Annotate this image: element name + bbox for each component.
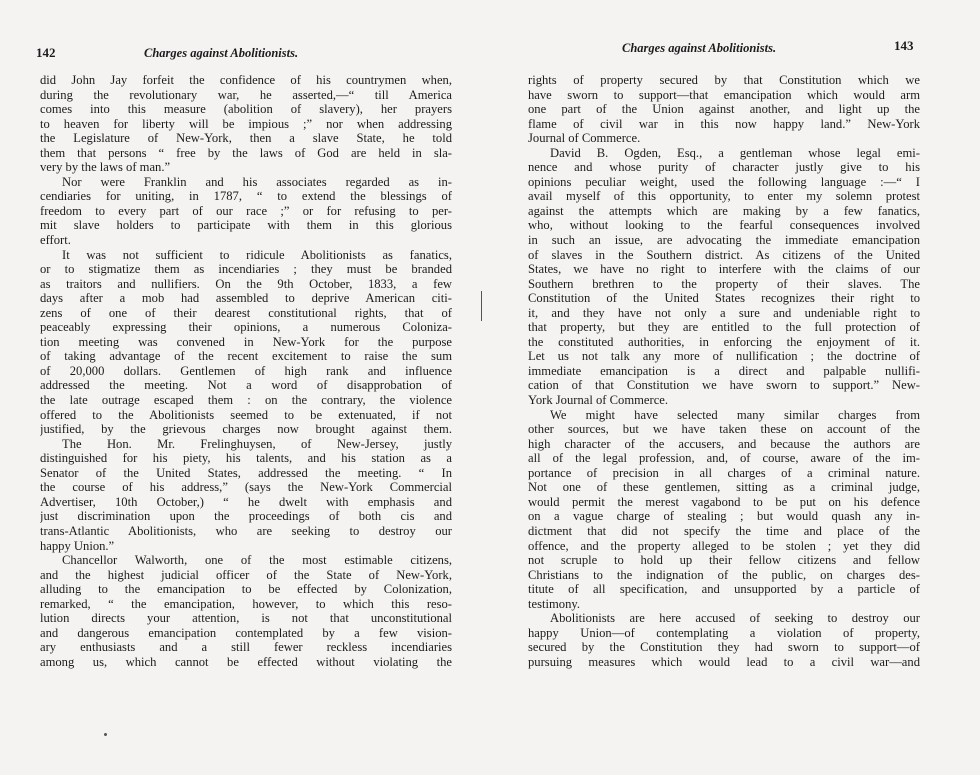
text-line: Nor were Franklin and his associates regarded as in- bbox=[62, 174, 452, 189]
text-line: David B. Ogden, Esq., a gentleman whose legal emi- bbox=[550, 145, 920, 160]
scan-speck bbox=[104, 733, 107, 736]
text-line: flame of civil war in this now happy land.” New-York bbox=[528, 116, 920, 131]
text-line: trans-Atlantic Abolitionists, who are seeking to destroy our bbox=[40, 523, 452, 538]
text-line: in such an issue, are advocating the immediate emancipation bbox=[528, 233, 920, 248]
text-line: peaceably expressing their opinions, a numerous Coloniza- bbox=[40, 320, 452, 335]
text-line: as traitors and nullifiers. On the 9th October, 1833, a few bbox=[40, 276, 452, 291]
text-line: Southern brethren to the property of their slaves. The bbox=[528, 276, 920, 291]
text-line: the constituted authorities, in enforcing the enjoyment of it. bbox=[528, 334, 920, 349]
right-page-body bbox=[528, 73, 920, 669]
text-line: them that persons “ free by the laws of God are held in sla- bbox=[40, 145, 452, 160]
text-line: addressed the meeting. Not a word of disapprobation of bbox=[40, 378, 452, 393]
text-line: It was not sufficient to ridicule Abolitionists as fanatics, bbox=[62, 247, 452, 262]
text-line: rights of property secured by that Constitution which we bbox=[528, 73, 920, 87]
text-line: one part of the Union against another, and light up the bbox=[528, 102, 920, 117]
text-line: Journal of Commerce. bbox=[528, 131, 641, 146]
text-line: Let us not talk any more of nullification ; the doctrine of bbox=[528, 349, 920, 364]
text-line: We might have selected many similar charges from bbox=[550, 407, 920, 422]
text-line: justified, by the grievous charges now brought against them. bbox=[40, 422, 452, 437]
text-line: The Hon. Mr. Frelinghuysen, of New-Jersey, justly bbox=[62, 436, 452, 451]
text-line: of slaves in the Southern district. As citizens of the United bbox=[528, 247, 920, 262]
text-line: very by the laws of man.” bbox=[40, 160, 171, 175]
text-line: happy Union.” bbox=[40, 538, 115, 553]
text-line: among us, which cannot be effected without violating the bbox=[40, 654, 452, 669]
text-line: or to stigmatize them as incendiaries ; they must be branded bbox=[40, 262, 452, 277]
text-line: that property, but they are entitled to the full protection of bbox=[528, 320, 920, 335]
text-line: of taking advantage of the recent excitement to raise the sum bbox=[40, 349, 452, 364]
text-line: opinions peculiar weight, used the following language :—“ I bbox=[528, 174, 920, 189]
text-line: and the highest judicial officer of the State of New-York, bbox=[40, 567, 452, 582]
text-line: ary enthusiasts and a still fewer reckless incendiaries bbox=[40, 640, 452, 655]
text-line: Constitution of the United States recognizes their right to bbox=[528, 291, 920, 306]
text-line: the late outrage escaped them : on the contrary, the violence bbox=[40, 393, 452, 408]
text-line: would permit the merest vagabond to be put on his defence bbox=[528, 494, 920, 509]
text-line: cation of that Constitution we have sworn to support.” New- bbox=[528, 378, 920, 393]
text-line: Senator of the United States, addressed the meeting. “ In bbox=[40, 465, 452, 480]
text-line: portance of precision in all charges of a criminal nature. bbox=[528, 465, 920, 480]
text-line: have sworn to support—that emancipation which would arm bbox=[528, 87, 920, 102]
page-number: 143 bbox=[894, 38, 914, 53]
text-line: Not one of these gentlemen, sitting as a criminal judge, bbox=[528, 480, 920, 495]
text-line: freedom to every part of our race ;” or for refusing to per- bbox=[40, 203, 452, 218]
gutter-mark bbox=[481, 291, 482, 321]
text-line: and dangerous emancipation contemplated by a few vision- bbox=[40, 625, 452, 640]
text-line: remarked, “ the emancipation, however, to which this reso- bbox=[40, 596, 452, 611]
text-line: mit slave holders to participate with them in this glorious bbox=[40, 218, 452, 233]
text-line: dictment that did not specify the time and place of the bbox=[528, 523, 920, 538]
text-line: who, without looking to the fearful consequences involved bbox=[528, 218, 920, 233]
text-line: against the attempts which are making by a few fanatics, bbox=[528, 203, 920, 218]
text-line: titute of all specification, and unsupported by a particle of bbox=[528, 582, 920, 597]
text-line: Christians to the indignation of the public, on charges des- bbox=[528, 567, 920, 582]
text-line: during the revolutionary war, he asserted,—“ till America bbox=[40, 87, 452, 102]
text-line: the Legislature of New-York, then a slave State, he told bbox=[40, 131, 452, 146]
text-line: high character of the accusers, and because the authors are bbox=[528, 436, 920, 451]
text-line: offered to the Abolitionists seemed to be extenuated, if not bbox=[40, 407, 452, 422]
text-line: effort. bbox=[40, 233, 71, 248]
text-line: happy Union—of contemplating a violation of property, bbox=[528, 625, 920, 640]
text-line: cendiaries for uniting, in 1787, “ to extend the blessings of bbox=[40, 189, 452, 204]
text-line: York Journal of Commerce. bbox=[528, 393, 669, 408]
text-line: it, and they have not only a sure and undeniable right to bbox=[528, 305, 920, 320]
text-line: comes into this measure (abolition of slavery), her prayers bbox=[40, 102, 452, 117]
text-line: immediate emancipation is a direct and palpable nullifi- bbox=[528, 363, 920, 378]
left-page-body bbox=[40, 73, 452, 669]
text-line: just discrimination upon the proceedings of both cis and bbox=[40, 509, 452, 524]
text-line: zens of one of their dearest constitutional rights, that of bbox=[40, 305, 452, 320]
text-line: pursuing measures which would lead to a civil war—and bbox=[528, 654, 920, 669]
text-line: nence and whose purity of character justly give to his bbox=[528, 160, 920, 175]
text-line: States, we have no right to interfere with the claims of our bbox=[528, 262, 920, 277]
text-line: Chancellor Walworth, one of the most estimable citizens, bbox=[62, 553, 452, 568]
text-line: other sources, but we have taken these on account of the bbox=[528, 422, 920, 437]
text-line: Advertiser, 10th October,) “ he dwelt with emphasis and bbox=[40, 494, 452, 509]
text-line: on a vague charge of stealing ; but would quash any in- bbox=[528, 509, 920, 524]
text-line: avail myself of this opportunity, to enter my solemn protest bbox=[528, 189, 920, 204]
text-line: not scruple to hold up their fellow citizens and fellow bbox=[528, 553, 920, 568]
text-line: did John Jay forfeit the confidence of his countrymen when, bbox=[40, 73, 452, 87]
text-line: testimony. bbox=[528, 596, 581, 611]
text-line: alluding to the emancipation to be effected by Colonization, bbox=[40, 582, 452, 597]
text-line: lution directs your attention, is not that unconstitutional bbox=[40, 611, 452, 626]
text-line: distinguished for his piety, his talents, and his station as a bbox=[40, 451, 452, 466]
page-number: 142 bbox=[36, 45, 56, 60]
text-line: all of the legal profession, and, of course, aware of the im- bbox=[528, 451, 920, 466]
text-line: Abolitionists are here accused of seeking to destroy our bbox=[550, 611, 920, 626]
text-line: to heaven for liberty will be impious ;” nor when addressing bbox=[40, 116, 452, 131]
text-line: the course of his address,” (says the New-York Commercial bbox=[40, 480, 452, 495]
running-head: Charges against Abolitionists. bbox=[622, 41, 777, 55]
running-head: Charges against Abolitionists. bbox=[144, 46, 299, 60]
text-line: of 20,000 dollars. Gentlemen of high rank and influence bbox=[40, 363, 452, 378]
text-line: offence, and the property alleged to be stolen ; yet they did bbox=[528, 538, 920, 553]
text-line: tion meeting was convened in New-York for the purpose bbox=[40, 334, 452, 349]
text-line: secured by the Constitution they had sworn to support—of bbox=[528, 640, 920, 655]
text-line: days after a mob had assembled to deprive American citi- bbox=[40, 291, 452, 306]
